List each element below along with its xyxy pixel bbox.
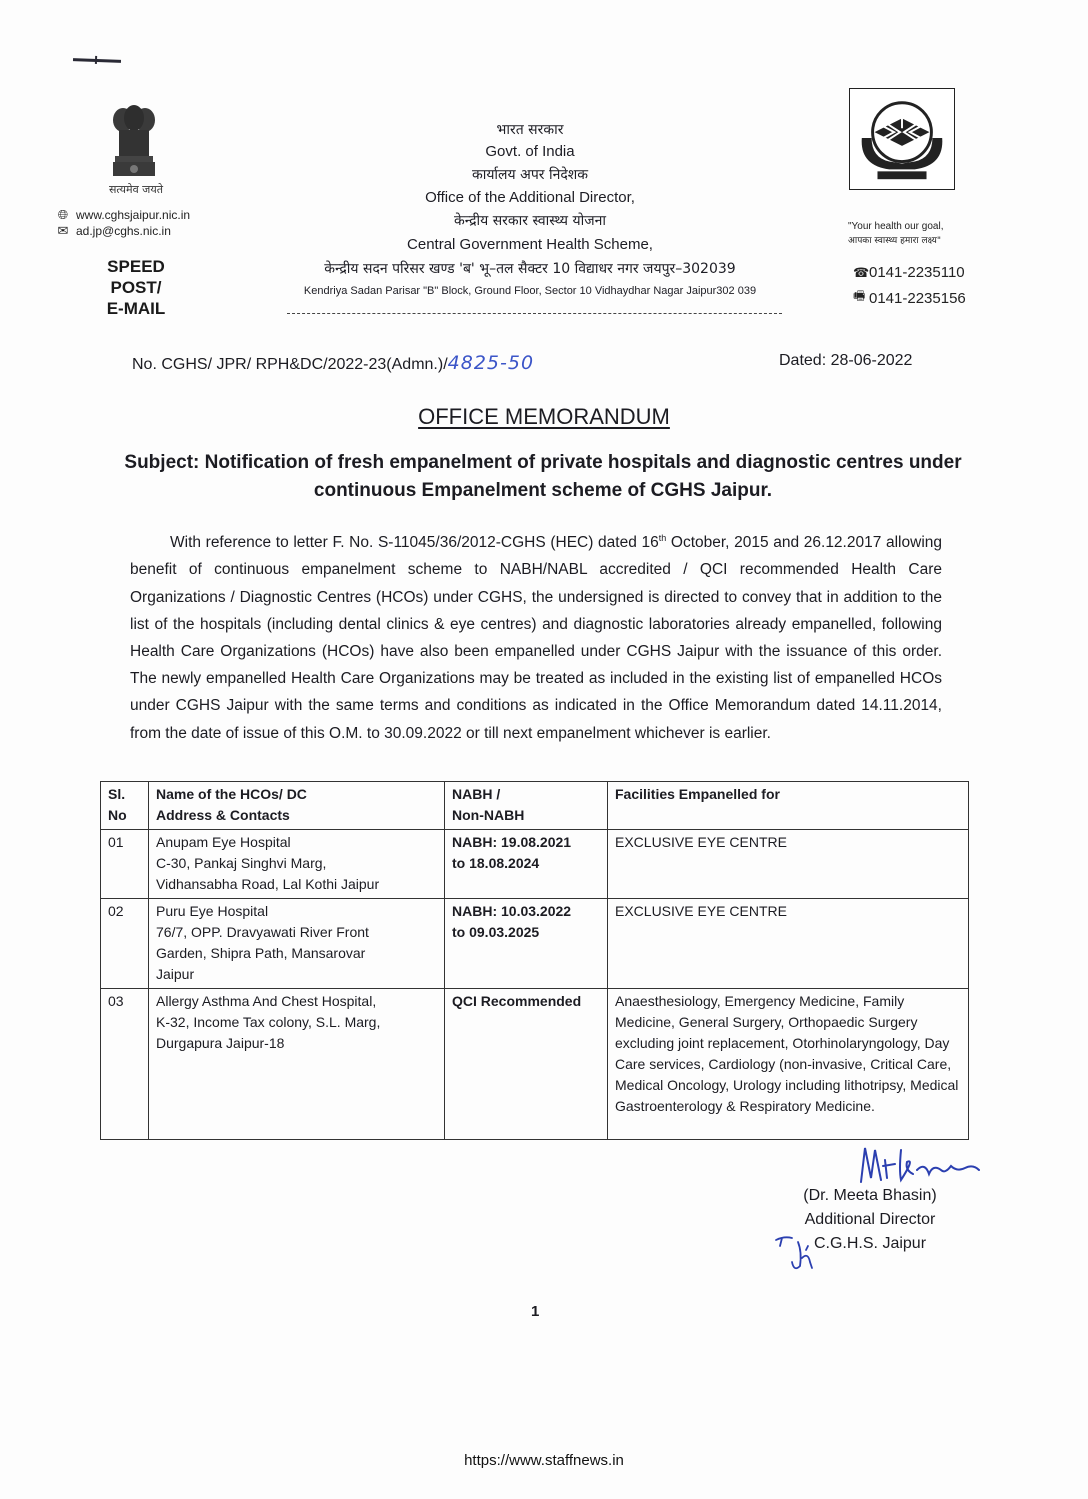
cell-facilities: Anaesthesiology, Emergency Medicine, Family Medicine, General Surgery, Orthopaedic Surgery excluding joint replacement, Otorhinolaryngology, Day Care services, Cardiology (non-invasive, Critical Care, Medical Oncology, Urology including lithotripsy, Medical Gastroenterology & Respiratory Medicine.: [608, 989, 969, 1140]
hco-address-line: Durgapura Jaipur-18: [156, 1035, 285, 1051]
hco-name: Puru Eye Hospital: [156, 903, 269, 919]
table-row: [101, 989, 969, 1140]
cell-sl: 01: [101, 830, 149, 899]
reference-number: [132, 352, 534, 374]
header-address-hindi: केन्द्रीय सदन परिसर खण्ड 'ब' भू–तल सैक्टर 10 विद्याधर नगर जयपुर–302039: [324, 261, 736, 277]
cell-name-address: [149, 989, 445, 1140]
stray-pen-mark: [73, 58, 121, 63]
hco-address-line: C-30, Pankaj Singhvi Marg,: [156, 855, 327, 871]
table-row: [101, 830, 969, 899]
hco-address-line: Jaipur: [156, 966, 195, 982]
header-line-office: Office of the Additional Director,: [425, 189, 635, 206]
cell-name-address: [149, 899, 445, 989]
header-sl-line2: No: [108, 807, 127, 823]
globe-icon: 🌐︎: [57, 207, 69, 222]
memo-title-text: OFFICE MEMORANDUM: [418, 404, 670, 429]
cghs-tagline: [848, 220, 943, 248]
header-line-govt: Govt. of India: [485, 143, 575, 160]
phone-number: 0141-2235110: [869, 264, 965, 281]
body-part-1: With reference to letter F. No. S-11045/36/2012-CGHS (HEC) dated 16: [170, 534, 659, 552]
envelope-icon: ✉︎: [57, 223, 69, 238]
hco-address-line: Vidhansabha Road, Lal Kothi Jaipur: [156, 876, 380, 892]
tagline-english: "Your health our goal,: [848, 221, 944, 232]
emblem-motto: सत्यमेव जयते: [108, 183, 163, 196]
body-part-2: October, 2015 and 26.12.2017 allowing benefit of continuous empanelment scheme to NABH/NABL accredited / QCI recommended Health Care Organizations / Diagnostic Centres (HCOs) under CGHS, the undersigned is directed to convey that in addition to the list of the hospitals (including dental clinics & eye centres) and diagnostic laboratories already empanelled, following Health Care Organizations (HCOs) have also been empanelled under CGHS Jaipur with the issuance of this order. The newly empanelled Health Care Organizations may be treated as included in the existing list of empanelled HCOs under CGHS Jaipur with the same terms and conditions as indicated in the Office Memorandum dated 14.11.2014, from the date of issue of this O.M. to 30.09.2022 or till next empanelment whichever is earlier.: [130, 534, 943, 742]
signatory-designation: Additional Director: [804, 1211, 936, 1228]
cell-name-address: [149, 830, 445, 899]
nabh-validity-line: to 18.08.2024: [452, 855, 540, 871]
national-emblem-icon: [105, 100, 163, 180]
fax-line: [853, 287, 966, 309]
memo-subject: Subject: Notification of fresh empanelment of private hospitals and diagnostic centres under continuous Empanelment scheme of CGHS Jaipur.: [124, 452, 962, 501]
phone-line: [853, 264, 965, 281]
cghs-logo-icon: [849, 88, 955, 190]
table-row: [101, 899, 969, 989]
telephone-icon: ☎: [853, 264, 870, 280]
header-sl-line1: Sl.: [108, 786, 126, 802]
header-line-office-hindi: कार्यालय अपर निदेशक: [471, 167, 589, 183]
fax-number: 0141-2235156: [869, 289, 966, 307]
signatory-office: C.G.H.S. Jaipur: [813, 1235, 927, 1252]
header-line-scheme-hindi: केन्द्रीय सरकार स्वास्थ्य योजना: [454, 213, 606, 229]
hco-address-line: 76/7, OPP. Dravyawati River Front: [156, 924, 369, 940]
dispatch-mode-line2: E-MAIL: [106, 299, 166, 318]
signatory-name: (Dr. Meeta Bhasin): [803, 1187, 937, 1204]
header-nabh-status: [445, 782, 608, 830]
memo-date: Dated: 28-06-2022: [779, 352, 913, 369]
header-name-address: [149, 782, 445, 830]
cell-sl: 02: [101, 899, 149, 989]
hco-address-line: K-32, Income Tax colony, S.L. Marg,: [156, 1014, 381, 1030]
website-link[interactable]: www.cghsjaipur.nic.in: [76, 208, 191, 222]
handwritten-signature: [855, 1140, 995, 1186]
empanelled-hco-table: [100, 781, 969, 1140]
fax-icon: 🖷︎: [853, 288, 866, 303]
nabh-validity-line: NABH: 10.03.2022: [452, 903, 572, 919]
cell-nabh: [445, 989, 608, 1140]
handwritten-initials: [772, 1232, 832, 1276]
cell-nabh: [445, 830, 608, 899]
hco-name: Anupam Eye Hospital: [156, 834, 291, 850]
dispatch-mode-line1: SPEED POST/: [107, 257, 165, 297]
nabh-validity-line: to 09.03.2025: [452, 924, 540, 940]
email-line: [56, 224, 171, 238]
header-line-govt-hindi: भारत सरकार: [496, 122, 564, 138]
header-facilities: Facilities Empanelled for: [608, 782, 969, 830]
header-address: Kendriya Sadan Parisar "B" Block, Ground Floor, Sector 10 Vidhaydhar Nagar Jaipur302 039: [303, 285, 757, 297]
nabh-validity-line: QCI Recommended: [452, 993, 582, 1009]
header-nabh-line1: NABH /: [452, 786, 501, 802]
header-line-scheme: Central Government Health Scheme,: [407, 236, 653, 253]
footer-url[interactable]: https://www.staffnews.in: [464, 1452, 624, 1469]
email-link[interactable]: ad.jp@cghs.nic.in: [76, 224, 171, 238]
handwritten-dispatch-number: 4825-50: [447, 352, 535, 374]
header-divider: [287, 313, 782, 314]
hco-address-line: Garden, Shipra Path, Mansarovar: [156, 945, 366, 961]
tagline-hindi: आपका स्वास्थ्य हमारा लक्ष्य": [848, 236, 941, 246]
cell-facilities: EXCLUSIVE EYE CENTRE: [608, 830, 969, 899]
header-name-line2: Address & Contacts: [156, 807, 290, 823]
table-header-row: [101, 782, 969, 830]
header-sl-no: [101, 782, 149, 830]
cell-facilities: EXCLUSIVE EYE CENTRE: [608, 899, 969, 989]
website-line: [56, 208, 190, 222]
body-superscript: th: [658, 533, 667, 543]
header-nabh-line2: Non-NABH: [452, 807, 525, 823]
page-number: 1: [531, 1303, 540, 1320]
cell-sl: 03: [101, 989, 149, 1140]
reference-prefix: No. CGHS/ JPR/ RPH&DC/2022-23(Admn.)/: [132, 356, 448, 373]
nabh-validity-line: NABH: 19.08.2021: [452, 834, 572, 850]
header-name-line1: Name of the HCOs/ DC: [156, 786, 307, 802]
cell-nabh: [445, 899, 608, 989]
hco-name: Allergy Asthma And Chest Hospital,: [156, 993, 377, 1009]
memo-title: [0, 404, 1088, 430]
dispatch-mode: [92, 256, 180, 319]
body-paragraph: [130, 525, 942, 747]
